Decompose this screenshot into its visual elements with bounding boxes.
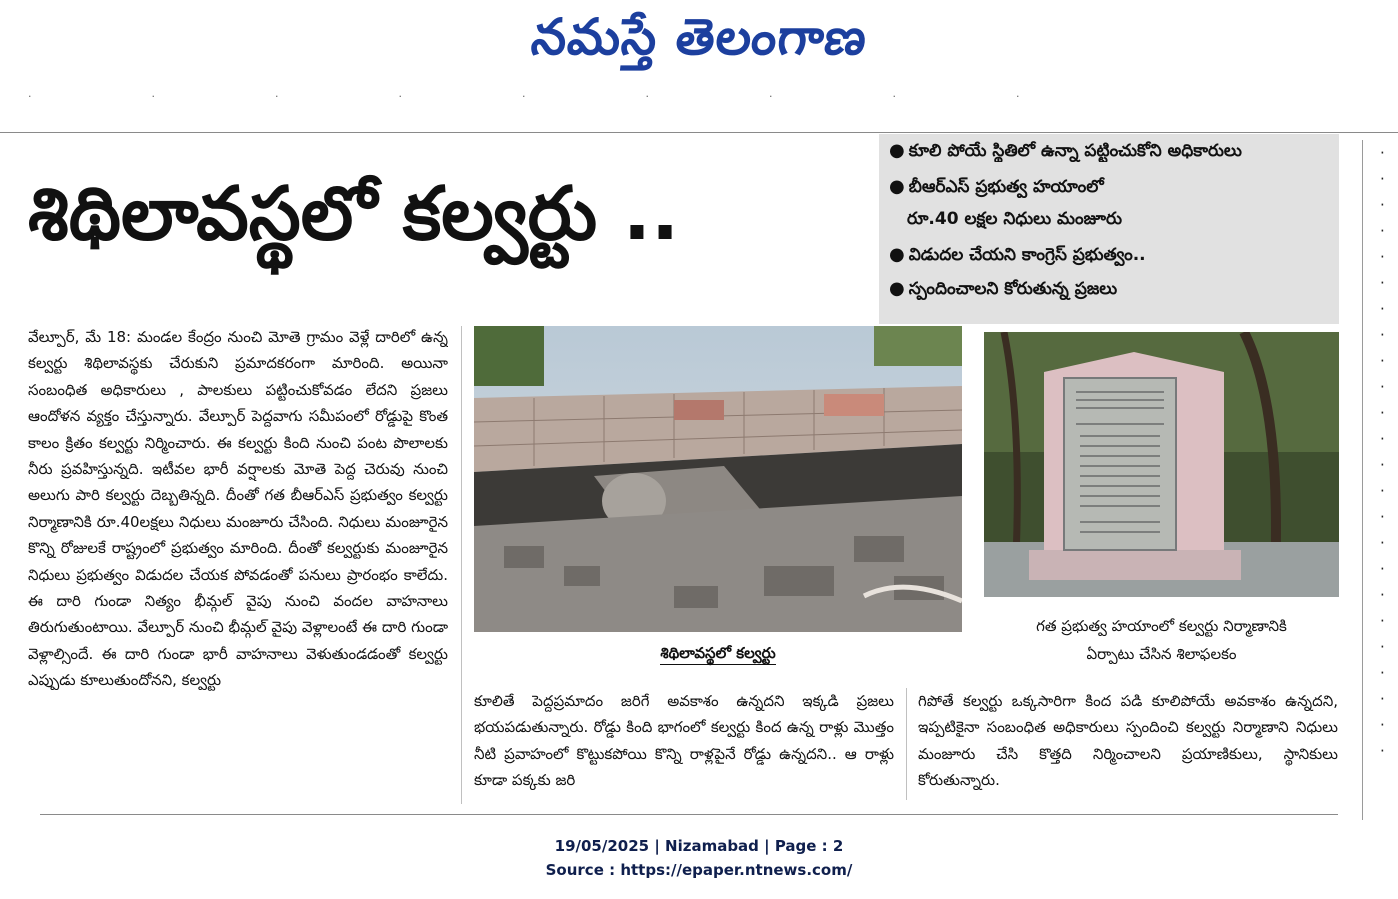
bullet-item: ● కూలి పోయే స్థితిలో ఉన్నా పట్టించుకోని అధికారులు	[889, 140, 1242, 161]
headline: శిథిలావస్థలో కల్వర్టు ..	[28, 171, 680, 257]
plaque-illustration	[984, 332, 1339, 597]
article-text: వేల్పూర్, మే 18: మండల కేంద్రం నుంచి మోతె గ్రామం వెళ్లే దారిలో ఉన్న కల్వర్టు శిథిలావస్థకు చేరుకుని ప్రమాదకరంగా మారింది. అయినా సంబంధిత అధికారులు , పాలకులు పట్టించుకోవడం లేదని ప్రజలు ఆందోళన వ్యక్తం చేస్తున్నారు. వేల్పూర్ పెద్దవాగు సమీపంలో రోడ్డుపై కొంత కాలం క్రితం కల్వర్టు నిర్మించారు. ఈ కల్వర్టు కింది నుంచి పంట పొలాలకు నీరు ప్రవహిస్తున్నది. ఇటీవల భారీ వర్షాలకు మోతె పెద్ద చెరువు నుంచి అలుగు పారి కల్వర్టు దెబ్బతిన్నది. దీంతో గత బీఆర్ఎస్ ప్రభుత్వం కల్వర్టు నిర్మాణానికి రూ.40లక్షలు నిధులు మంజూరు చేసింది. నిధులు మంజూరైన కొన్ని రోజులకే రాష్ట్రంలో ప్రభుత్వం మారింది. దీంతో కల్వర్టుకు మంజూరైన నిధులు ప్రభుత్వం విడుదల చేయక పోవడంతో పనులు ప్రారంభం కాలేదు. ఈ దారి గుండా నిత్యం భీమ్గల్ వైపు నుంచి వందల వాహనాలు తిరుగుతుంటాయి. వేల్పూర్ నుంచి భీమ్గల్ వైపు వెళ్లాలంటే ఈ దారి గుండా వెళ్లాల్సిందే. ఈ దారి గుండా భారీ వాహనాలు వెళుతుండడంతో కల్వర్టు ఎప్పుడు కూలుతుందోనని, కల్వర్టు	[28, 328, 448, 690]
bullet-dot-icon: ●	[889, 278, 905, 299]
footer-source: Source : https://epaper.ntnews.com/	[545, 861, 853, 879]
bottom-rule	[40, 814, 1338, 815]
clipped-text-strip: · · · · · · · · ·	[28, 90, 1020, 103]
article-column-right	[918, 688, 1338, 800]
footer-date-edition: 19/05/2025 | Nizamabad | Page : 2	[554, 837, 844, 855]
plaque-caption-line-1: గత ప్రభుత్వ హయాంలో కల్వర్టు నిర్మాణానికి	[1036, 617, 1287, 635]
top-rule	[0, 132, 1398, 133]
bullet-dot-icon: ●	[889, 140, 905, 161]
bullet-dot-icon: ●	[889, 244, 905, 265]
bullet-dot-icon: ●	[889, 176, 905, 197]
masthead	[0, 0, 1398, 90]
clipped-adjacent-column: · · · · · · · · · · · · · · · · · · · · · · · ·	[1380, 144, 1385, 760]
bullet-item-continuation: రూ.40 లక్షల నిధులు మంజూరు	[907, 209, 1122, 229]
bullet-item: ● స్పందించాలని కోరుతున్న ప్రజలు	[889, 278, 1118, 299]
culvert-photo	[474, 326, 962, 632]
bullet-summary-box	[879, 134, 1339, 324]
culvert-photo-caption: శిథిలావస్థలో కల్వర్టు	[474, 644, 962, 666]
plaque-caption-line-2: ఏర్పాటు చేసిన శిలాఫలకం	[1086, 645, 1237, 663]
right-column-rule	[1362, 140, 1363, 820]
plaque-photo	[984, 332, 1339, 597]
article-text: గిపోతే కల్వర్టు ఒక్కసారిగా కింద పడి కూలిపోయే అవకాశం ఉన్నదని, ఇప్పటికైనా సంబంధిత అధికారులు స్పందించి కల్వర్టు నిర్మాణాని నిధులు మంజూరు చేసి కొత్తది నిర్మించాలని ప్రయాణికులు, స్థానికులు కోరుతున్నారు.	[918, 692, 1338, 790]
plaque-photo-caption	[984, 612, 1339, 668]
article-column-left	[28, 324, 448, 804]
masthead-logo: నమస్తే తెలంగాణ	[528, 8, 871, 66]
column-divider	[906, 688, 907, 800]
bullet-item: ● విడుదల చేయని కాంగ్రెస్ ప్రభుత్వం..	[889, 244, 1146, 265]
article-text: కూలితే పెద్దప్రమాదం జరిగే అవకాశం ఉన్నదని ఇక్కడి ప్రజలు భయపడుతున్నారు. రోడ్డు కింది భాగంలో కల్వర్టు కింద ఉన్న రాళ్లు మొత్తం నీటి ప్రవాహంలో కొట్టుకపోయి కొన్ని రాళ్లపైనే రోడ్డు ఉన్నదని.. ఆ రాళ్లు కూడా పక్కకు జరి	[474, 692, 894, 790]
article-column-middle	[474, 688, 894, 800]
column-divider	[461, 326, 462, 804]
culvert-illustration	[474, 326, 962, 632]
bullet-item: ● బీఆర్ఎస్ ప్రభుత్వ హయాంలో	[889, 176, 1104, 197]
